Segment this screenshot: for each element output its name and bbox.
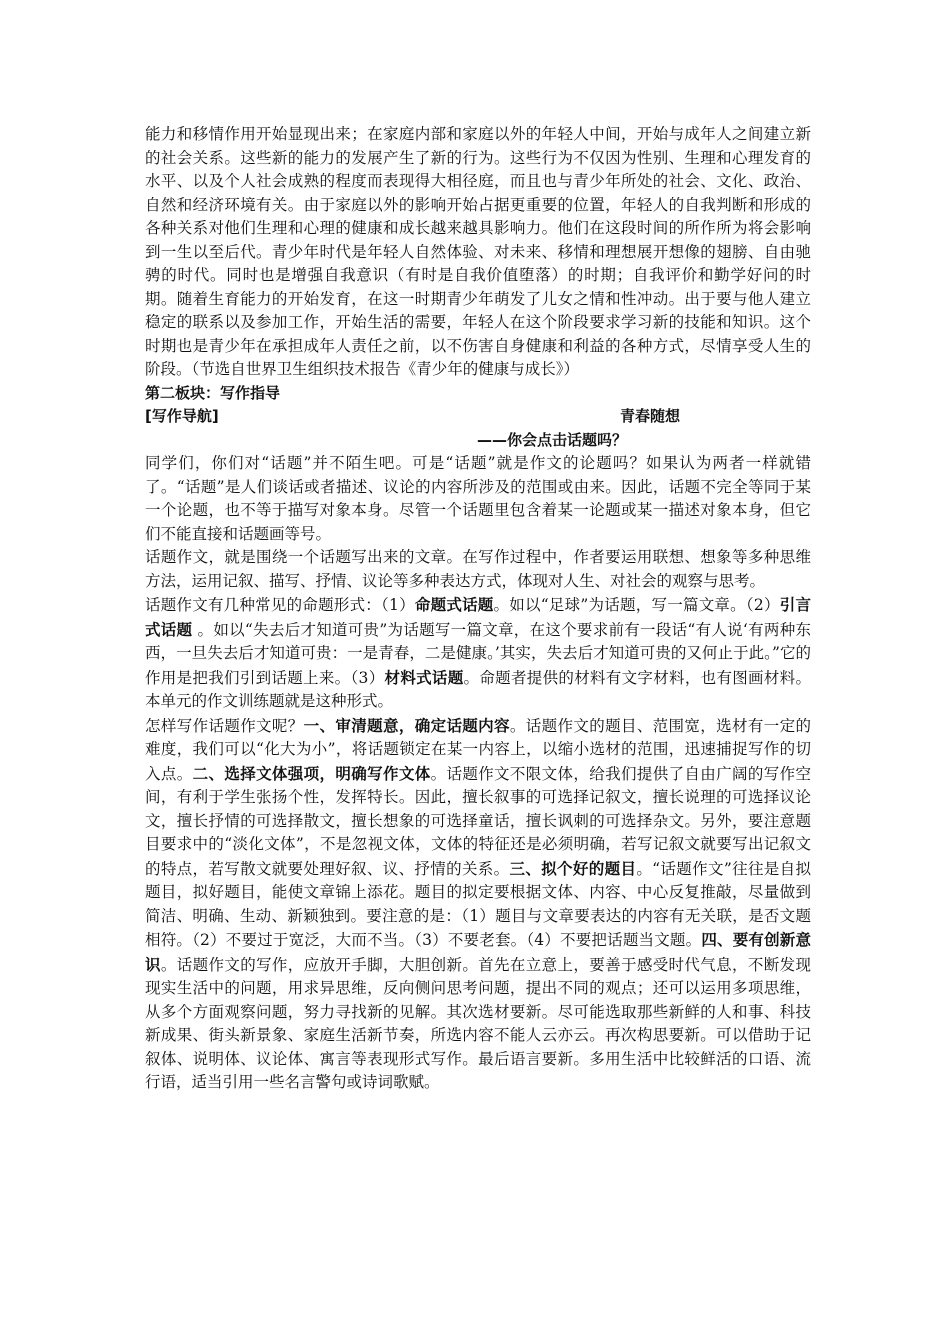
text-segment: 。如以“足球”为话题，写一篇文章。（2） (493, 596, 780, 614)
text-segment: 。话题作文的题目、范围宽，选材有一定的难度，我们可以“化大为小”，将话题锁定在某一内容上，以缩小选材的范围，迅速捕捉写作的切入点。 (145, 716, 811, 783)
bold-term: 命题式话题 (414, 595, 494, 614)
article-title: 青春随想 (620, 407, 681, 425)
bold-term: 三、拟个好的题目 (509, 858, 637, 878)
paragraph-forms (145, 593, 811, 714)
nav-row (145, 405, 811, 429)
article-subtitle: ——你会点击话题吗？ (477, 430, 628, 449)
bold-term: 一、审清题意，确定话题内容 (303, 715, 510, 735)
paragraph-how-to-write (145, 714, 811, 1095)
bold-term: 四、要有创新意识 (145, 930, 811, 974)
document-page (145, 123, 811, 1095)
bold-term: 二、选择文体强项，明确写作文体 (192, 763, 431, 783)
text-segment: 。命题者提供的材料有文字材料，也有图画材料。本单元的作文训练题就是这种形式。 (145, 668, 811, 710)
section-heading: 第二板块：写作指导 (145, 383, 281, 402)
text-segment: 。“话题作文”往往是自拟题目，拟好题目，能使文章锦上添花。题目的拟定要根据文体、内容、中心反复推敲，尽量做到简洁、明确、生动、新颖独到。要注意的是：（1）题目与文章要表达的内容有无关联，是否文题相符。（2）不要过于宽泛，大而不当。（3）不要老套。（4）不要把话题当文题。 (145, 859, 811, 949)
bold-term: 引言式话题 (145, 595, 811, 639)
intro-paragraph: 能力和移情作用开始显现出来；在家庭内部和家庭以外的年轻人中间，开始与成年人之间建立新的社会关系。这些新的能力的发展产生了新的行为。这些行为不仅因为性别、生理和心理发育的水平、以及个人社会成熟的程度而表现得大相径庭，而且也与青少年所处的社会、文化、政治、自然和经济环境有关。由于家庭以外的影响开始占据更重要的位置，年轻人的自我判断和形成的各种关系对他们生理和心理的健康和成长越来越具影响力。他们在这段时间的所作所为将会影响到一生以至后代。青少年时代是年轻人自然体验、对未来、移情和理想展开想像的翅膀、自由驰骋的时代。同时也是增强自我意识（有时是自我价值堕落）的时期；自我评价和勤学好问的时期。随着生育能力的开始发育，在这一时期青少年萌发了儿女之情和性冲动。出于要与他人建立稳定的联系以及参加工作，开始生活的需要，年轻人在这个阶段要求学习新的技能和知识。这个时期也是青少年在承担成年人责任之前，以不伤害自身健康和利益的各种方式，尽情享受人生的阶段。（节选自世界卫生组织技术报告《青少年的健康与成长》） (145, 125, 811, 378)
nav-label: [写作导航] (145, 407, 219, 425)
text-segment: 怎样写作话题作文呢？ (145, 716, 304, 735)
text-segment: 话题作文有几种常见的命题形式：（1） (145, 596, 415, 614)
text-segment: 。话题作文的写作，应放开手脚，大胆创新。首先在立意上，要善于感受时代气息，不断发现现实生活中的问题，用求异思维，反向侧问思考问题，提出不同的观点；还可以运用多项思维，从多个方面观察问题，努力寻找新的见解。其次选材要新。尽可能选取那些新鲜的人和事、科技新成果、街头新景象、家庭生活新节奏，所选内容不能人云亦云。再次构思要新。可以借助于记叙体、说明体、议论体、寓言等表现形式写作。最后语言要新。多用生活中比较鲜活的口语、流行语，适当引用一些名言警句或诗词歌赋。 (145, 955, 811, 1091)
text-segment: 。话题作文不限文体，给我们提供了自由广阔的写作空间，有利于学生张扬个性，发挥特长。因此，擅长叙事的可选择记叙文，擅长说理的可选择议论文，擅长抒情的可选择散文，擅长想象的可选择童话，擅长讽刺的可选择杂文。另外，要注意题目要求中的“淡化文体”，不是忽视文体，文体的特征还是必须明确，若写记叙文就要写出记叙文的特点，若写散文就要处理好叙、议、抒情的关系。 (145, 764, 811, 878)
bold-term: 材料式话题 (384, 667, 464, 687)
paragraph-topic-definition: 同学们，你们对“话题”并不陌生吧。可是“话题”就是作文的论题吗？如果认为两者一样就错了。“话题”是人们谈话或者描述、议论的内容所涉及的范围或由来。因此，话题不完全等同于某一个论题，也不等于描写对象本身。尽管一个话题里包含着某一论题或某一描述对象本身，但它们不能直接和话题画等号。 (145, 454, 811, 543)
paragraph-topic-essay: 话题作文，就是围绕一个话题写出来的文章。在写作过程中，作者要运用联想、想象等多种思维方法，运用记叙、描写、抒情、议论等多种表达方式，体现对人生、对社会的观察与思考。 (145, 548, 811, 590)
text-segment: 。如以“失去后才知道可贵”为话题写一篇文章，在这个要求前有一段话“有人说‘有两种东西，一旦失去后才知道可贵：一是青春，二是健康。’其实，失去后才知道可贵的又何止于此。”它的作用是把我们引到话题上来。（3） (145, 620, 811, 687)
